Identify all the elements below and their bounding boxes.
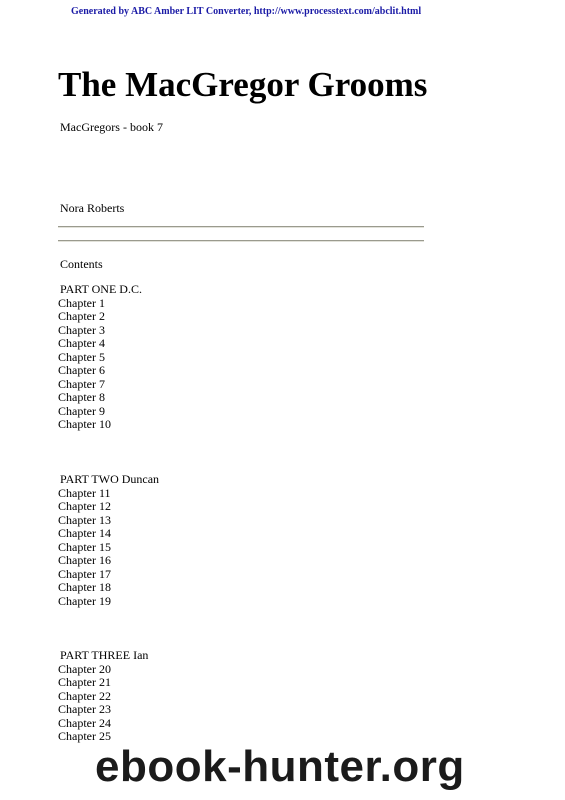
chapter-link[interactable]: Chapter 3 xyxy=(58,322,105,337)
chapter-item xyxy=(58,405,142,419)
chapter-item xyxy=(58,324,142,338)
chapter-link[interactable]: Chapter 4 xyxy=(58,336,105,350)
chapter-link[interactable]: Chapter 25 xyxy=(58,729,111,743)
chapter-link[interactable]: Chapter 20 xyxy=(58,661,111,676)
chapter-link[interactable]: Chapter 15 xyxy=(58,539,111,554)
chapter-link[interactable]: Chapter 21 xyxy=(58,675,111,689)
chapter-link[interactable]: Chapter 5 xyxy=(58,349,105,364)
book-title: The MacGregor Grooms xyxy=(58,65,428,104)
chapter-item xyxy=(58,487,159,501)
chapter-link[interactable]: Chapter 7 xyxy=(58,376,105,391)
generator-text: Generated by ABC Amber LIT Converter, xyxy=(71,6,254,17)
chapter-list xyxy=(58,663,148,744)
chapter-item xyxy=(58,364,142,378)
generator-banner xyxy=(71,6,421,17)
chapter-link[interactable]: Chapter 16 xyxy=(58,553,111,567)
chapter-item xyxy=(58,527,159,541)
chapter-link[interactable]: Chapter 22 xyxy=(58,688,111,703)
chapter-item xyxy=(58,676,148,690)
chapter-item xyxy=(58,554,159,568)
chapter-link[interactable]: Chapter 18 xyxy=(58,580,111,594)
chapter-list xyxy=(58,297,142,432)
toc-part-one xyxy=(58,283,142,432)
chapter-link[interactable]: Chapter 10 xyxy=(58,417,111,431)
toc-part-two xyxy=(58,473,159,608)
chapter-link[interactable]: Chapter 12 xyxy=(58,499,111,513)
chapter-item xyxy=(58,351,142,365)
divider-bottom xyxy=(58,240,424,242)
chapter-item xyxy=(58,703,148,717)
part-heading: PART TWO Duncan xyxy=(60,472,160,486)
chapter-link[interactable]: Chapter 13 xyxy=(58,512,111,527)
chapter-list xyxy=(58,487,159,609)
part-heading: PART THREE Ian xyxy=(60,648,149,662)
chapter-item xyxy=(58,568,159,582)
chapter-link[interactable]: Chapter 8 xyxy=(58,390,105,404)
chapter-item xyxy=(58,690,148,704)
chapter-item xyxy=(58,514,159,528)
chapter-link[interactable]: Chapter 24 xyxy=(58,715,111,730)
chapter-item xyxy=(58,717,148,731)
chapter-item xyxy=(58,310,142,324)
chapter-link[interactable]: Chapter 2 xyxy=(58,309,105,323)
chapter-link[interactable]: Chapter 1 xyxy=(58,295,105,310)
chapter-item xyxy=(58,663,148,677)
toc-part-three xyxy=(58,649,148,744)
chapter-item xyxy=(58,500,159,514)
chapter-item xyxy=(58,391,142,405)
chapter-item xyxy=(58,297,142,311)
chapter-link[interactable]: Chapter 9 xyxy=(58,403,105,418)
chapter-item xyxy=(58,595,159,609)
chapter-link[interactable]: Chapter 11 xyxy=(58,485,111,500)
book-author: Nora Roberts xyxy=(60,201,125,215)
contents-heading: Contents xyxy=(60,257,103,271)
chapter-item xyxy=(58,581,159,595)
chapter-link[interactable]: Chapter 17 xyxy=(58,566,111,581)
chapter-link[interactable]: Chapter 23 xyxy=(58,702,111,716)
chapter-link[interactable]: Chapter 6 xyxy=(58,363,105,377)
chapter-item xyxy=(58,541,159,555)
part-heading: PART ONE D.C. xyxy=(60,282,142,296)
watermark: ebook-hunter.org xyxy=(95,742,465,791)
chapter-item xyxy=(58,378,142,392)
generator-link[interactable]: http://www.processtext.com/abclit.html xyxy=(253,6,422,17)
chapter-link[interactable]: Chapter 19 xyxy=(58,593,111,608)
chapter-item xyxy=(58,418,142,432)
divider-top xyxy=(58,226,424,228)
chapter-link[interactable]: Chapter 14 xyxy=(58,526,111,540)
book-series: MacGregors - book 7 xyxy=(60,120,163,134)
chapter-item xyxy=(58,337,142,351)
